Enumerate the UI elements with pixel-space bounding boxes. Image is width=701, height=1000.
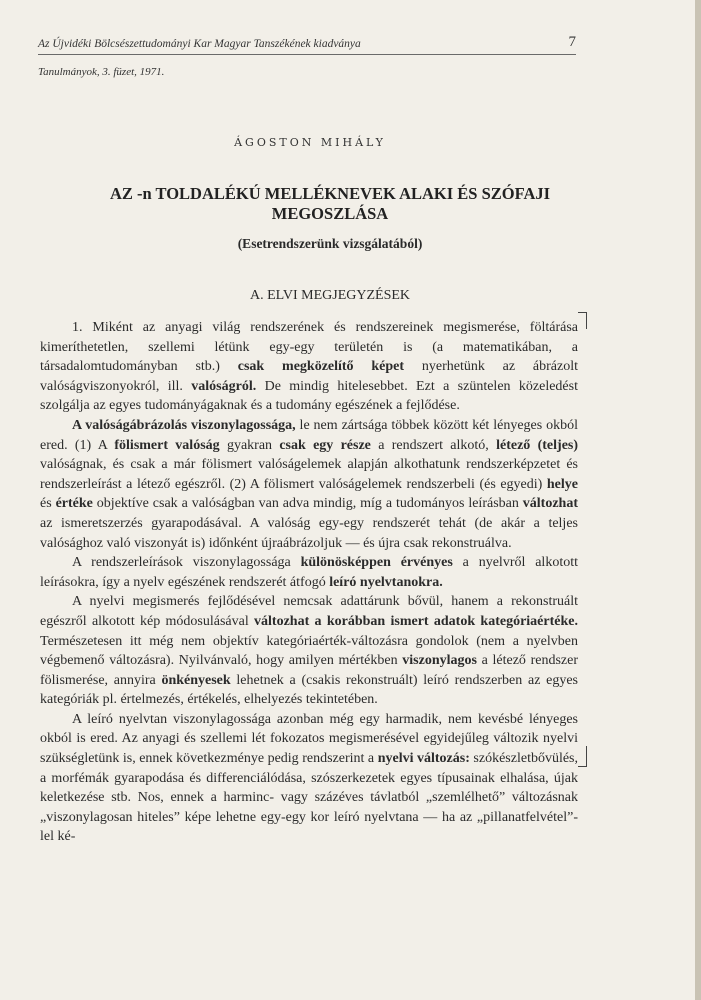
title-line-2: MEGOSZLÁSA <box>271 204 389 223</box>
emphasis-text: önkényesek <box>161 672 231 688</box>
title-line-1: AZ -n TOLDALÉKÚ MELLÉKNEVEK ALAKI ÉS SZÓFAJI <box>109 184 551 203</box>
margin-mark-top <box>578 312 587 329</box>
emphasis-text: csak egy része <box>279 437 371 453</box>
paragraph-text: Természetesen itt még nem objektív kategóriaérték-változásra gondolok (nem a nyelvben végbemenő változásra). Nyilvánvaló, hogy amilyen mértékben <box>40 633 578 669</box>
paragraph-text: A leíró nyelvtan viszonylagossága azonban még egy harmadik, nem kevésbé lényeges okból is ered. Az anyagi és szellemi lét fokozatos megismerésével egyidejűleg változik nyelvi szükségletünk is, ennek következménye pedig rendszerint a <box>40 711 578 767</box>
body-paragraph <box>40 553 578 592</box>
emphasis-text: viszonylagos <box>402 653 477 669</box>
section-heading: A. ELVI MEGJEGYZÉSEK <box>249 288 411 303</box>
paragraph-text: De mindig hitelesebbet. Ezt a szüntelen közeledést szolgálja az egyes tudományágaknak és a tudomány egészének a fejlődése. <box>40 378 578 414</box>
emphasis-text: helye <box>546 476 578 492</box>
series-info: Tanulmányok, 3. füzet, 1971. <box>38 66 165 78</box>
body-paragraph <box>40 592 578 710</box>
paragraph-text: gyakran <box>219 437 280 453</box>
paragraph-text: nyerhetünk az ábrázolt valóságviszonyokról, ill. <box>40 359 578 394</box>
body-paragraph <box>40 318 578 416</box>
article-title <box>40 184 620 224</box>
emphasis-text: leíró nyelvtanokra. <box>329 574 443 590</box>
paragraph-text: le nem zártsága többek között két lényeges okból ered. (1) A <box>40 417 578 453</box>
header-rule <box>38 54 576 55</box>
emphasis-text: értéke <box>55 496 93 512</box>
emphasis-text: változhat <box>522 496 578 512</box>
paragraph-text: és <box>40 496 56 512</box>
article-subtitle: (Esetrendszerünk vizsgálatából) <box>237 236 423 251</box>
emphasis-text: fölismert valóság <box>114 437 220 453</box>
body-text <box>40 318 578 847</box>
emphasis-text: különösképpen érvényes <box>300 555 453 571</box>
paragraph-text: valóságnak, és csak a már fölismert valóságelemek alapján alkothatunk rendszerképzetet és rendszerleírást a létező egészről. (2) A fölismert valóságelemek rendszerbeli (és egyedi) <box>40 457 578 492</box>
author-name: ÁGOSTON MIHÁLY <box>234 136 386 149</box>
body-paragraph <box>40 710 578 847</box>
paragraph-text: szókészletbővülés, a morfémák gyarapodása és differenciálódása, szószerkezetek egyes típusainak elhalása, újak keletkezése stb. Nos, ennek a harminc- vagy százéves távlatból „szemlélhető” változásnak „viszonylagosan hiteles” képe lehetne egy-egy kor leíró nyelvtana — ha az „pillanatfelvétel”-lel ké- <box>40 751 579 845</box>
paragraph-text: lehetnek a (csakis rekonstruált) leíró rendszerben az egyes kategóriák pl. értelmezés, értékelés, elhelyezés tekintetében. <box>40 672 578 708</box>
paragraph-text: a nyelvről alkotott leírásokra, így a nyelv egészének rendszerét átfogó <box>40 555 578 590</box>
paragraph-text: 1. Miként az anyagi világ rendszerének és rendszereinek megismerése, föltárása kimeríthetetlen, szellemi létünk egy-egy területén is (a matematikában, a társadalomtudományban stb.) <box>40 320 578 375</box>
page-edge <box>695 0 701 1000</box>
emphasis-text: létező (teljes) <box>496 437 579 453</box>
body-paragraph <box>40 416 578 553</box>
emphasis-text: A valóságábrázolás viszonylagossága, <box>72 417 296 433</box>
running-head <box>38 34 576 50</box>
paragraph-text: az ismeretszerzés gyarapodásával. A valóság egy-egy rendszerét tehát (de akár a teljes valósághoz való viszonyát is) időnként újraábrázoljuk — és újra csak rekonstruálva. <box>40 515 578 551</box>
paragraph-text: A rendszerleírások viszonylagossága <box>72 555 301 571</box>
emphasis-text: csak megközelítő képet <box>237 359 405 375</box>
margin-mark-bottom <box>578 746 587 767</box>
paragraph-text: objektíve csak a valóságban van adva mindig, míg a tudományos leírásban <box>92 496 523 512</box>
running-head-text: Az Újvidéki Bölcsészettudományi Kar Magyar Tanszékének kiadványa <box>38 38 361 50</box>
paragraph-text: a rendszert alkotó, <box>370 437 497 453</box>
emphasis-text: nyelvi változás: <box>377 751 470 767</box>
paragraph-text: a létező rendszer fölismerése, annyira <box>40 653 578 688</box>
paragraph-text: A nyelvi megismerés fejlődésével nemcsak adattárunk bővül, hanem a rekonstruált egészről alkotott kép módosulásával <box>40 594 578 629</box>
page-number: 7 <box>568 34 576 50</box>
emphasis-text: valóságról. <box>191 378 257 394</box>
emphasis-text: változhat a korábban ismert adatok kategóriaértéke. <box>254 613 578 629</box>
